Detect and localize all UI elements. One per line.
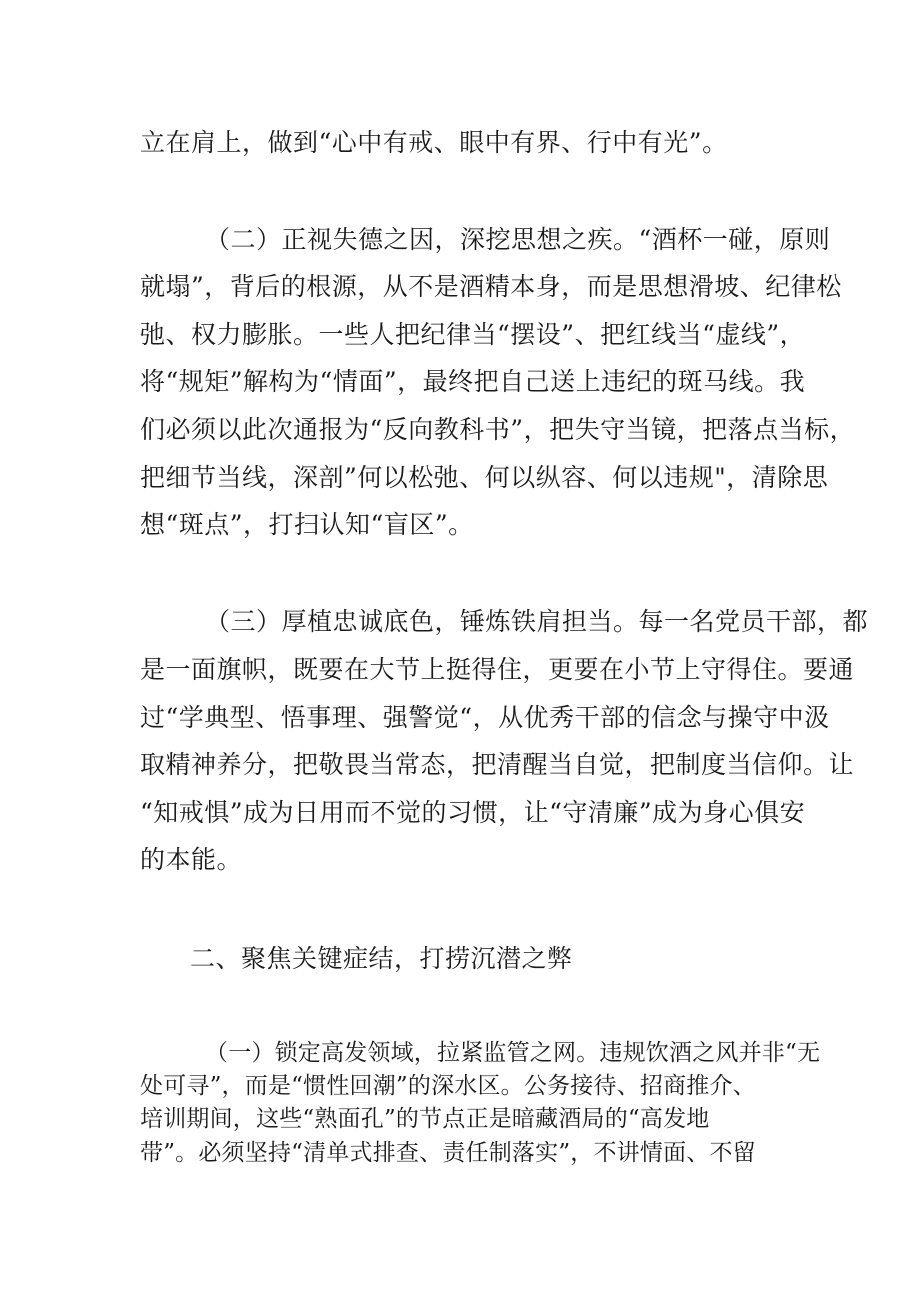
paragraph-line: （二）正视失德之因，深挖思想之疾。“酒杯一碰，原则 (205, 225, 831, 254)
paragraph-line: 立在肩上，做到“心中有戒、眼中有界、行中有光”。 (140, 128, 728, 157)
paragraph-line: 们必须以此次通报为“反向教科书”，把失守当镜，把落点当标， (140, 415, 856, 444)
paragraph-line: （三）厚植忠诚底色，锤炼铁肩担当。每一名党员干部，都 (205, 607, 869, 636)
paragraph-line: 培训期间，这些“熟面孔”的节点正是暗藏酒局的“高发地 (140, 1106, 710, 1132)
paragraph-line: 就塌”，背后的根源，从不是酒精本身，而是思想滑坡、纪律松 (140, 272, 842, 301)
paragraph-line: 弛、权力膨胀。一些人把纪律当“摆设”、把红线当“虚线”， (140, 320, 806, 349)
section-heading: 二、聚焦关键症结，打捞沉潜之弊 (190, 944, 573, 973)
paragraph-line: 把细节当线，深剖”何以松弛、何以纵容、何以违规"，清除思 (140, 463, 829, 492)
paragraph-line: 过“学典型、悟事理、强警觉“，从优秀干部的信念与操守中汲 (140, 703, 830, 732)
paragraph-line: 想“斑点”，打扫认知“盲区”。 (140, 510, 474, 539)
paragraph-line: 将“规矩”解构为“情面”，最终把自己送上违纪的斑马线。我 (140, 367, 806, 396)
paragraph-line: 处可寻”，而是“惯性回潮”的深水区。公务接待、招商推介、 (140, 1073, 756, 1099)
paragraph-line: 带”。必须坚持“清单式排查、责任制落实”，不讲情面、不留 (140, 1140, 756, 1166)
paragraph-line: 取精神养分，把敬畏当常态，把清醒当自觉，把制度当信仰。让 (140, 750, 855, 779)
paragraph-line: （一）锁定高发领域，拉紧监管之网。违规饮酒之风并非“无 (205, 1040, 821, 1066)
paragraph-line: 的本能。 (140, 845, 243, 874)
paragraph-line: 是一面旗帜，既要在大节上挺得住，更要在小节上守得住。要通 (140, 655, 855, 684)
paragraph-line: “知戒惧”成为日用而不觉的习惯，让“守清廉”成为身心俱安 (140, 798, 806, 827)
